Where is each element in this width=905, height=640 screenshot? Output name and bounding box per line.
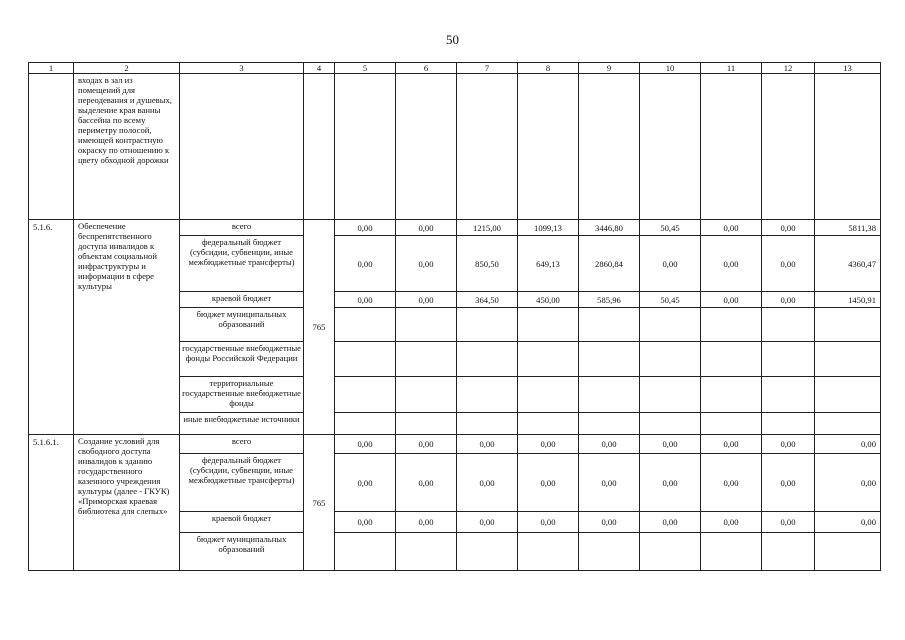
value-cell bbox=[457, 74, 518, 220]
funding-source: краевой бюджет bbox=[180, 512, 304, 533]
header-cell: 5 bbox=[335, 63, 396, 74]
value-cell: 5811,38 bbox=[815, 220, 881, 236]
value-cell: 0,00 bbox=[579, 454, 640, 512]
funding-source: федеральный бюджет (субсидии, субвенции, иные межбюджетные трансферты) bbox=[180, 454, 304, 512]
value-cell bbox=[335, 74, 396, 220]
funding-source: всего bbox=[180, 435, 304, 454]
value-cell: 0,00 bbox=[518, 454, 579, 512]
value-cell bbox=[396, 74, 457, 220]
value-cell: 0,00 bbox=[640, 512, 701, 533]
value-cell: 0,00 bbox=[335, 454, 396, 512]
row-number: 5.1.6.1. bbox=[29, 435, 74, 571]
row-number: 5.1.6. bbox=[29, 220, 74, 435]
value-cell: 0,00 bbox=[701, 292, 762, 308]
value-cell bbox=[762, 377, 815, 413]
value-cell bbox=[335, 342, 396, 377]
value-cell: 0,00 bbox=[396, 512, 457, 533]
value-cell: 0,00 bbox=[762, 454, 815, 512]
header-cell: 12 bbox=[762, 63, 815, 74]
value-cell: 585,96 bbox=[579, 292, 640, 308]
value-cell bbox=[701, 377, 762, 413]
value-cell bbox=[396, 377, 457, 413]
value-cell bbox=[518, 413, 579, 435]
value-cell: 0,00 bbox=[457, 512, 518, 533]
value-cell bbox=[457, 533, 518, 571]
value-cell bbox=[640, 413, 701, 435]
value-cell bbox=[762, 74, 815, 220]
value-cell: 0,00 bbox=[396, 435, 457, 454]
funding-source: федеральный бюджет (субсидии, субвенции, иные межбюджетные трансферты) bbox=[180, 236, 304, 292]
value-cell bbox=[335, 533, 396, 571]
value-cell bbox=[815, 74, 881, 220]
value-cell bbox=[335, 413, 396, 435]
value-cell bbox=[457, 342, 518, 377]
value-cell bbox=[335, 308, 396, 342]
value-cell: 0,00 bbox=[701, 236, 762, 292]
value-cell: 0,00 bbox=[701, 454, 762, 512]
value-cell bbox=[518, 377, 579, 413]
value-cell: 0,00 bbox=[815, 435, 881, 454]
value-cell: 50,45 bbox=[640, 292, 701, 308]
value-cell bbox=[701, 308, 762, 342]
value-cell: 0,00 bbox=[815, 454, 881, 512]
row-description: Обеспечение беспрепятственного доступа инвалидов к объектам социальной инфраструктуры и информации в сфере культуры bbox=[74, 220, 180, 435]
value-cell: 1450,91 bbox=[815, 292, 881, 308]
value-cell bbox=[457, 377, 518, 413]
value-cell bbox=[579, 413, 640, 435]
value-cell bbox=[304, 74, 335, 220]
value-cell bbox=[579, 308, 640, 342]
header-cell: 4 bbox=[304, 63, 335, 74]
funding-source: территориальные государственные внебюджетные фонды bbox=[180, 377, 304, 413]
value-cell bbox=[180, 74, 304, 220]
table-row bbox=[29, 220, 881, 236]
funding-source: иные внебюджетные источники bbox=[180, 413, 304, 435]
value-cell: 0,00 bbox=[518, 435, 579, 454]
value-cell: 0,00 bbox=[640, 236, 701, 292]
value-cell bbox=[701, 342, 762, 377]
page-number: 50 bbox=[446, 32, 459, 47]
value-cell: 0,00 bbox=[701, 512, 762, 533]
value-cell bbox=[396, 342, 457, 377]
funding-source: государственные внебюджетные фонды Российской Федерации bbox=[180, 342, 304, 377]
header-cell: 2 bbox=[74, 63, 180, 74]
value-cell: 0,00 bbox=[396, 220, 457, 236]
value-cell: 1099,13 bbox=[518, 220, 579, 236]
value-cell: 0,00 bbox=[762, 512, 815, 533]
header-cell: 10 bbox=[640, 63, 701, 74]
value-cell: 0,00 bbox=[762, 292, 815, 308]
value-cell: 3446,80 bbox=[579, 220, 640, 236]
budget-code: 765 bbox=[304, 435, 335, 571]
value-cell bbox=[335, 377, 396, 413]
value-cell bbox=[640, 308, 701, 342]
funding-source: краевой бюджет bbox=[180, 292, 304, 308]
value-cell bbox=[457, 308, 518, 342]
table-row bbox=[29, 74, 881, 220]
header-cell: 9 bbox=[579, 63, 640, 74]
value-cell bbox=[701, 413, 762, 435]
value-cell: 4360,47 bbox=[815, 236, 881, 292]
value-cell bbox=[762, 533, 815, 571]
value-cell: 0,00 bbox=[640, 435, 701, 454]
value-cell: 0,00 bbox=[701, 435, 762, 454]
funding-source: бюджет муниципальных образований bbox=[180, 533, 304, 571]
value-cell bbox=[815, 377, 881, 413]
row-description: Создание условий для свободного доступа инвалидов к зданию государственного казенного учреждения культуры (далее - ГКУК) «Приморская краевая библиотека для слепых» bbox=[74, 435, 180, 571]
value-cell: 0,00 bbox=[518, 512, 579, 533]
table-row bbox=[29, 435, 881, 454]
value-cell bbox=[762, 342, 815, 377]
value-cell: 0,00 bbox=[762, 220, 815, 236]
value-cell bbox=[518, 533, 579, 571]
value-cell bbox=[640, 342, 701, 377]
value-cell: 2860,84 bbox=[579, 236, 640, 292]
value-cell: 1215,00 bbox=[457, 220, 518, 236]
value-cell bbox=[579, 533, 640, 571]
value-cell: 364,50 bbox=[457, 292, 518, 308]
value-cell bbox=[579, 377, 640, 413]
value-cell: 0,00 bbox=[457, 454, 518, 512]
value-cell bbox=[640, 533, 701, 571]
value-cell: 0,00 bbox=[335, 236, 396, 292]
header-cell: 7 bbox=[457, 63, 518, 74]
value-cell bbox=[762, 308, 815, 342]
value-cell: 0,00 bbox=[335, 292, 396, 308]
budget-table bbox=[28, 62, 881, 571]
value-cell bbox=[518, 74, 579, 220]
value-cell: 0,00 bbox=[762, 435, 815, 454]
value-cell: 0,00 bbox=[815, 512, 881, 533]
budget-code: 765 bbox=[304, 220, 335, 435]
value-cell: 0,00 bbox=[396, 454, 457, 512]
funding-source: бюджет муниципальных образований bbox=[180, 308, 304, 342]
value-cell bbox=[579, 74, 640, 220]
funding-source: всего bbox=[180, 220, 304, 236]
value-cell: 0,00 bbox=[335, 220, 396, 236]
value-cell bbox=[518, 342, 579, 377]
header-cell: 11 bbox=[701, 63, 762, 74]
value-cell bbox=[396, 413, 457, 435]
value-cell: 0,00 bbox=[640, 454, 701, 512]
header-cell: 6 bbox=[396, 63, 457, 74]
value-cell bbox=[701, 74, 762, 220]
value-cell: 850,50 bbox=[457, 236, 518, 292]
value-cell: 450,00 bbox=[518, 292, 579, 308]
value-cell: 0,00 bbox=[579, 435, 640, 454]
value-cell: 649,13 bbox=[518, 236, 579, 292]
value-cell bbox=[762, 413, 815, 435]
value-cell bbox=[640, 74, 701, 220]
value-cell: 0,00 bbox=[396, 236, 457, 292]
value-cell bbox=[396, 533, 457, 571]
value-cell: 50,45 bbox=[640, 220, 701, 236]
value-cell: 0,00 bbox=[335, 435, 396, 454]
value-cell: 0,00 bbox=[457, 435, 518, 454]
value-cell bbox=[701, 533, 762, 571]
value-cell: 0,00 bbox=[762, 236, 815, 292]
value-cell bbox=[815, 413, 881, 435]
value-cell bbox=[457, 413, 518, 435]
header-cell: 13 bbox=[815, 63, 881, 74]
value-cell bbox=[396, 308, 457, 342]
value-cell bbox=[518, 308, 579, 342]
value-cell bbox=[579, 342, 640, 377]
row-number bbox=[29, 74, 74, 220]
value-cell: 0,00 bbox=[701, 220, 762, 236]
header-row bbox=[29, 63, 881, 74]
table-body bbox=[29, 63, 881, 571]
value-cell bbox=[640, 377, 701, 413]
value-cell: 0,00 bbox=[335, 512, 396, 533]
value-cell bbox=[815, 308, 881, 342]
value-cell bbox=[815, 533, 881, 571]
header-cell: 3 bbox=[180, 63, 304, 74]
row-description: входах в зал из помещений для переодевания и душевых, выделение края ванны бассейна по всему периметру полосой, имеющей контрастную окраску по отношению к цвету обходной дорожки bbox=[74, 74, 180, 220]
value-cell: 0,00 bbox=[579, 512, 640, 533]
value-cell: 0,00 bbox=[396, 292, 457, 308]
value-cell bbox=[815, 342, 881, 377]
header-cell: 1 bbox=[29, 63, 74, 74]
header-cell: 8 bbox=[518, 63, 579, 74]
